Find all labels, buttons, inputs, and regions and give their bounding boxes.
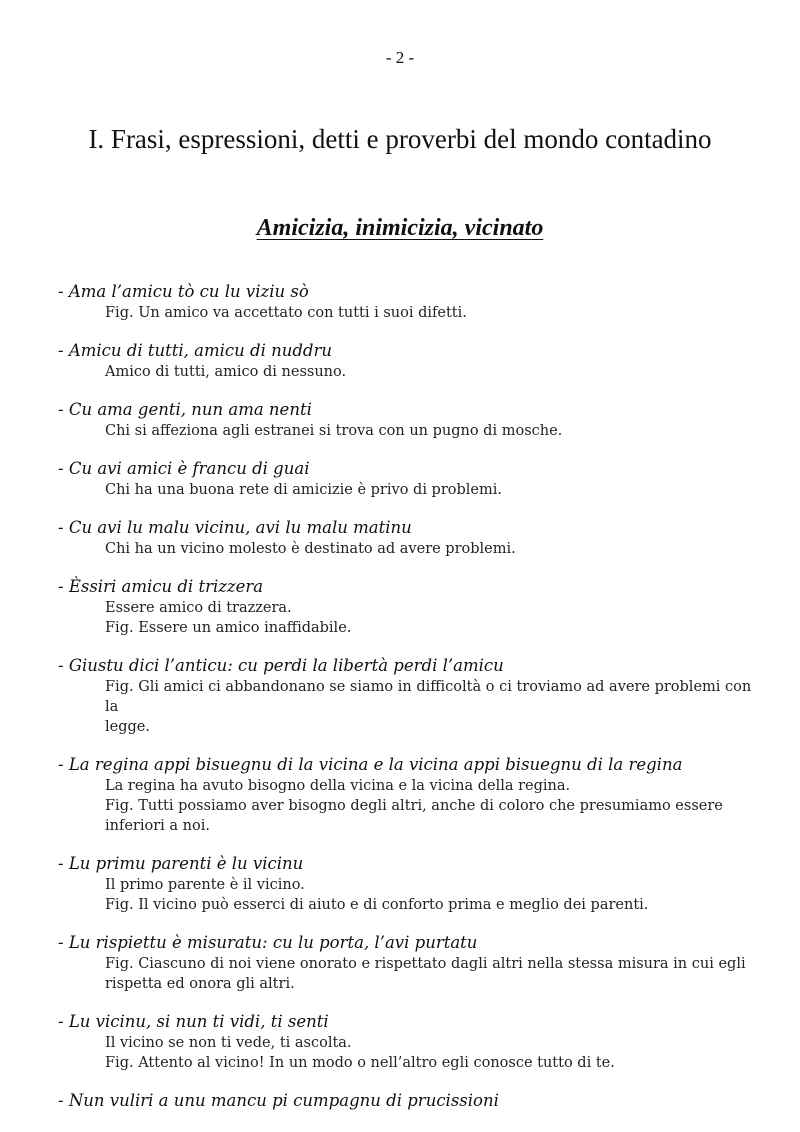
proverb-explanation: Il primo parente è il vicino. [105, 877, 305, 893]
proverb-explanation: rispetta ed onora gli altri. [105, 976, 295, 992]
proverb-entry [58, 340, 758, 382]
proverb-explanation: La regina ha avuto bisogno della vicina e la vicina della regina. [105, 778, 571, 794]
proverb-entry [58, 754, 758, 836]
proverb-text: - Lu primu parenti è lu vicinu [58, 854, 304, 873]
proverb-text: - Cu avi lu malu vicinu, avi lu malu matinu [58, 518, 412, 537]
proverb-explanation: Fig. Il vicino può esserci di aiuto e di conforto prima e meglio dei parenti. [105, 897, 649, 913]
proverb-text: - Amicu di tutti, amicu di nuddru [58, 341, 332, 360]
proverb-text: - La regina appi bisuegnu di la vicina e la vicina appi bisuegnu di la regina [58, 755, 683, 774]
proverb-explanation: Fig. Ciascuno di noi viene onorato e rispettato dagli altri nella stessa misura in cui egli [105, 956, 746, 972]
proverb-explanation: Chi ha un vicino molesto è destinato ad avere problemi. [105, 541, 516, 557]
section-title: Amicizia, inimicizia, vicinato [256, 215, 544, 241]
proverb-entry [58, 458, 758, 500]
chapter-title: I. Frasi, espressioni, detti e proverbi del mondo contadino [88, 124, 712, 154]
proverb-explanation: Il vicino se non ti vede, ti ascolta. [105, 1035, 352, 1051]
proverb-text: - Ama l’amicu tò cu lu viziu sò [58, 282, 309, 301]
proverb-explanation: Fig. Tutti possiamo aver bisogno degli altri, anche di coloro che presumiamo essere [105, 798, 723, 814]
proverb-entry [58, 576, 758, 638]
proverb-explanation: Fig. Un amico va accettato con tutti i suoi difetti. [105, 305, 467, 321]
proverb-text: - Lu vicinu, si nun ti vidi, ti senti [58, 1012, 329, 1031]
proverb-entry [58, 853, 758, 915]
proverb-text: - Cu ama genti, nun ama nenti [58, 400, 312, 419]
proverb-explanation: Fig. Gli amici ci abbandonano se siamo in difficoltà o ci troviamo ad avere problemi con la [105, 679, 752, 715]
proverb-text: - Èssiri amicu di trizzera [58, 577, 264, 596]
proverb-entry [58, 932, 758, 994]
proverb-entry [58, 1090, 758, 1112]
proverb-text: - Nun vuliri a unu mancu pi cumpagnu di prucissioni [58, 1091, 499, 1110]
proverb-list [58, 281, 758, 1129]
proverb-explanation: Essere amico di trazzera. [105, 600, 292, 616]
proverb-explanation: legge. [105, 719, 150, 735]
page-number: - 2 - [385, 48, 415, 67]
proverb-entry [58, 655, 758, 737]
proverb-entry [58, 399, 758, 441]
proverb-explanation: Chi ha una buona rete di amicizie è privo di problemi. [105, 482, 503, 498]
proverb-text: - Cu avi amici è francu di guai [58, 459, 310, 478]
proverb-explanation: inferiori a noi. [105, 818, 210, 834]
proverb-entry [58, 517, 758, 559]
proverb-explanation: Chi si affeziona agli estranei si trova con un pugno di mosche. [105, 423, 563, 439]
proverb-text: - Giustu dici l’anticu: cu perdi la libertà perdi l’amicu [58, 656, 504, 675]
proverb-text: - Lu rispiettu è misuratu: cu lu porta, l’avi purtatu [58, 933, 478, 952]
proverb-explanation: Fig. Attento al vicino! In un modo o nell’altro egli conosce tutto di te. [105, 1055, 615, 1071]
proverb-entry [58, 281, 758, 323]
proverb-entry [58, 1011, 758, 1073]
proverb-explanation: Fig. Essere un amico inaffidabile. [105, 620, 352, 636]
proverb-explanation: Amico di tutti, amico di nessuno. [105, 364, 347, 380]
